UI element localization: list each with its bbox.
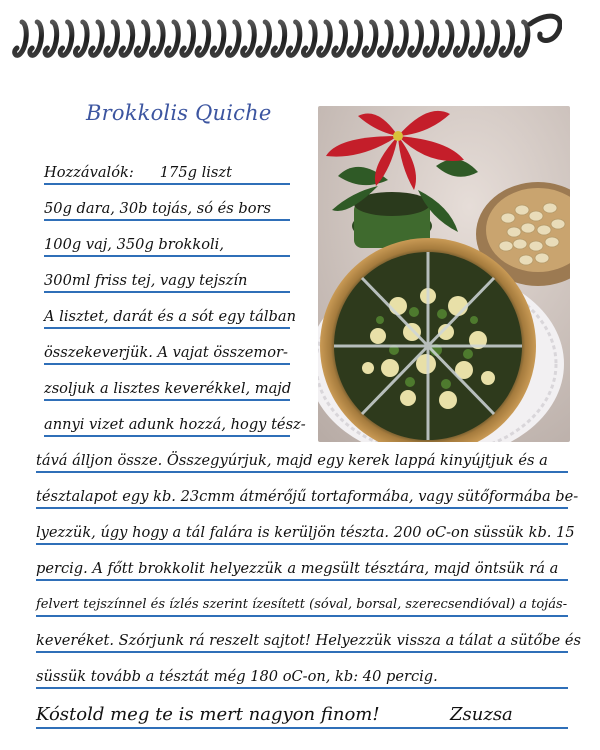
recipe-title: Brokkolis Quiche <box>86 101 272 125</box>
spiral-coil <box>212 22 224 55</box>
spiral-coil <box>273 22 285 55</box>
spiral-coil <box>258 22 270 55</box>
method-line: felvert tejszínnel és ízlés szerint ízesített (sóval, borsal, szerecsendióval) a tojás- <box>36 596 568 617</box>
spiral-coil <box>227 22 239 55</box>
spiral-coil <box>303 22 315 55</box>
spiral-coil <box>455 22 467 55</box>
spiral-coil <box>364 22 376 55</box>
method-line: A lisztet, darát és a sót egy tálban <box>44 308 290 329</box>
spiral-coil <box>15 22 27 55</box>
method-line: zsoljuk a lisztes keverékkel, majd <box>44 380 290 401</box>
spiral-binding-icon <box>10 6 562 66</box>
spiral-coil <box>106 22 118 55</box>
method-line: percig. A főtt brokkolit helyezzük a megsült tésztára, majd öntsük rá a <box>36 560 568 581</box>
method-line: süssük tovább a tésztát még 180 oC-on, kb: 40 percig. <box>36 668 568 689</box>
spiral-coil <box>45 22 57 55</box>
spiral-coil <box>319 22 331 55</box>
signature: Zsuzsa <box>450 704 513 725</box>
spiral-coil <box>167 22 179 55</box>
spiral-coil <box>91 22 103 55</box>
spiral-coil <box>471 22 483 55</box>
spiral-coil <box>379 22 391 55</box>
method-line: lyezzük, úgy hogy a tál falára is kerüljön tészta. 200 oC-on süssük kb. 15 <box>36 524 568 545</box>
spiral-coil <box>410 22 422 55</box>
ingredient-item: 100g vaj, 350g brokkoli, <box>44 236 290 257</box>
quiche-photo <box>318 106 570 442</box>
spiral-coil <box>516 22 528 55</box>
spiral-coil <box>501 22 513 55</box>
spiral-coil <box>425 22 437 55</box>
ingredient-item: 300ml friss tej, vagy tejszín <box>44 272 290 293</box>
ingredient-item: 175g liszt <box>159 164 232 181</box>
spiral-coil <box>121 22 133 55</box>
method-line: tává álljon össze. Összegyúrjuk, majd egy kerek lappá kinyújtjuk és a <box>36 452 568 473</box>
method-line: annyi vizet adunk hozzá, hogy tész- <box>44 416 290 437</box>
closing-line: Kóstold meg te is mert nagyon finom! <box>36 704 568 729</box>
spiral-coil <box>60 22 72 55</box>
spiral-coil <box>395 22 407 55</box>
ingredient-item: 50g dara, 30b tojás, só és bors <box>44 200 290 221</box>
spiral-coil <box>288 22 300 55</box>
spiral-coil <box>182 22 194 55</box>
spiral-coil <box>151 22 163 55</box>
method-line: keveréket. Szórjunk rá reszelt sajtot! Helyezzük vissza a tálat a sütőbe és <box>36 632 568 653</box>
method-line: tésztalapot egy kb. 23cmm átmérőjű tortaformába, vagy sütőformába be- <box>36 488 568 509</box>
spiral-coil <box>30 22 42 55</box>
spiral-coil <box>197 22 209 55</box>
ingredients-line-1 <box>44 164 290 185</box>
spiral-coil <box>75 22 87 55</box>
spiral-coil <box>334 22 346 55</box>
spiral-coil <box>136 22 148 55</box>
spiral-coil <box>243 22 255 55</box>
ingredients-label: Hozzávalók: <box>44 164 134 181</box>
method-line: összekeverjük. A vajat összemor- <box>44 344 290 365</box>
spiral-coil <box>486 22 498 55</box>
spiral-coil <box>349 22 361 55</box>
spiral-coil <box>440 22 452 55</box>
